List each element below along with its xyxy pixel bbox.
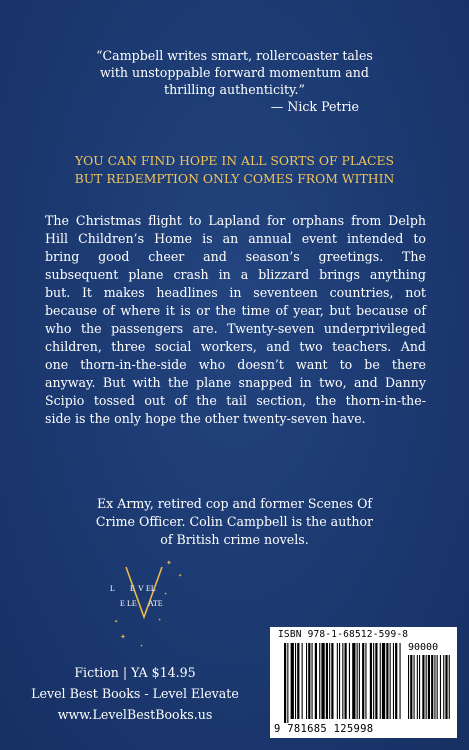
svg-text:✦: ✦ [164,591,168,596]
isbn-label: ISBN 978-1-68512-599-8 [278,629,409,640]
svg-text:✦: ✦ [178,573,183,579]
synopsis-line: side is the only hope the other twenty-seven have. [45,411,366,426]
synopsis [45,212,426,428]
level-elevate-logo-icon [100,555,200,655]
svg-text:E: E [120,599,125,608]
synopsis-line: because of where it is or the time of year, but because of [45,303,426,318]
svg-text:✦: ✦ [114,619,119,625]
bio-line: Ex Army, retired cop and former Scenes Of [96,496,373,511]
synopsis-line: Hill Children’s Home is an annual event intended to [45,231,426,246]
synopsis-line: The Christmas flight to Lapland for orphans from Delph [45,213,426,228]
tagline-line: BUT REDEMPTION ONLY COMES FROM WITHIN [74,170,395,186]
quote-line: “Campbell writes smart, rollercoaster tales [96,48,373,63]
author-bio [40,495,429,549]
price-code: 90000 [408,642,439,653]
svg-text:✦: ✦ [158,617,162,622]
svg-text:E: E [130,584,136,593]
svg-text:✦: ✦ [140,643,144,648]
svg-text:✦: ✦ [120,633,126,641]
bio-line: of British crime novels. [160,532,309,547]
review-quote [40,47,429,115]
svg-text:LE: LE [127,599,137,608]
synopsis-line: but. It makes headlines in seventeen countries, not [45,285,426,300]
synopsis-line: subsequent plane crash in a blizzard brings anything [45,267,426,282]
synopsis-line: anyway. But with the plane snapped in two, and Danny [45,375,426,390]
tagline-line: YOU CAN FIND HOPE IN ALL SORTS OF PLACES [74,153,395,168]
quote-line: with unstoppable forward momentum and [100,65,369,80]
synopsis-line: bring good cheer and season’s greetings. The [45,249,426,264]
synopsis-line: who the passengers are. Twenty-seven underprivileged [45,321,426,336]
bio-line: Crime Officer. Colin Campbell is the author [95,514,374,529]
publisher-website: www.LevelBestBooks.us [57,707,213,722]
tagline [20,152,449,187]
publisher-logo [100,555,200,655]
svg-text:✦: ✦ [166,559,172,567]
publisher-name: Level Best Books - Level Elevate [31,686,239,701]
synopsis-line: children, three social workers, and two teachers. And [45,339,426,354]
barcode-digits: 9 781685 125998 [274,723,374,735]
synopsis-line: Scipio tossed out of the tail section, the thorn-in-the- [45,393,426,408]
svg-text:ATE: ATE [148,599,163,608]
svg-text:EL: EL [146,584,156,593]
svg-text:L: L [110,584,116,593]
quote-attribution: — Nick Petrie [270,99,359,114]
category-price: Fiction | YA $14.95 [74,665,196,680]
synopsis-line: one thorn-in-the-side who doesn’t want to be there [45,357,426,372]
quote-line: thrilling authenticity.” [164,82,305,97]
isbn-barcode [270,627,457,738]
imprint-info [20,662,250,725]
svg-text:V: V [138,584,144,593]
